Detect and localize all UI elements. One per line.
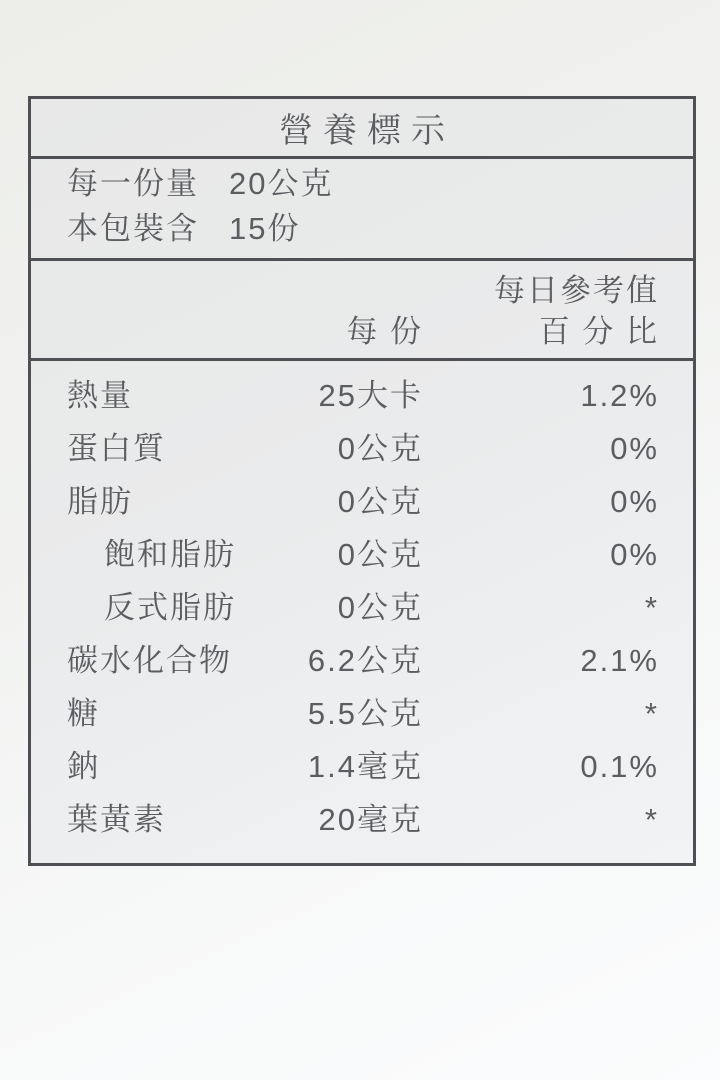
servings-per-package-label: 本包裝含 [67, 211, 199, 246]
nutrient-daily-value: 2.1% [580, 643, 659, 678]
per-serving-header: 每 份 [346, 314, 423, 349]
column-header-row [31, 311, 693, 352]
nutrient-amount: 0公克 [337, 484, 423, 519]
nutrient-name-amount-cell [31, 740, 423, 793]
nutrient-rows-section [31, 361, 693, 854]
nutrient-daily-value: 1.2% [580, 378, 659, 413]
nutrient-name: 碳水化合物 [67, 643, 232, 678]
nutrient-amount: 25大卡 [318, 378, 423, 413]
serving-size-label: 每一份量 [67, 166, 199, 201]
nutrient-name: 反式脂肪 [104, 590, 236, 625]
nutrition-facts-panel [28, 96, 696, 866]
nutrient-name-amount-cell [31, 528, 423, 581]
panel-title: 營養標示 [279, 112, 455, 150]
nutrient-name-amount-cell [31, 793, 423, 846]
nutrient-daily-value: 0% [610, 484, 659, 519]
nutrient-name-amount-cell [31, 687, 423, 740]
daily-value-header-line2: 百 分 比 [538, 314, 659, 349]
nutrient-row [31, 528, 693, 581]
nutrient-name-amount-cell [31, 475, 423, 528]
nutrient-row [31, 581, 693, 634]
serving-info-section [31, 159, 693, 261]
nutrient-name-amount-cell [31, 369, 423, 422]
nutrient-daily-value: 0.1% [580, 749, 659, 784]
servings-per-package-line [31, 206, 693, 251]
nutrient-name: 飽和脂肪 [104, 537, 236, 572]
daily-value-header-line1: 每日參考值 [494, 273, 659, 308]
servings-per-package-value: 15份 [229, 211, 301, 246]
serving-size-value: 20公克 [229, 166, 334, 201]
nutrient-name: 熱量 [67, 378, 133, 413]
nutrient-name: 糖 [67, 696, 100, 731]
nutrient-name-amount-cell [31, 634, 423, 687]
nutrient-row [31, 634, 693, 687]
nutrient-name: 脂肪 [67, 484, 133, 519]
nutrient-row [31, 475, 693, 528]
nutrient-daily-value: * [644, 802, 659, 837]
nutrient-daily-value: * [644, 590, 659, 625]
nutrient-amount: 5.5公克 [307, 696, 423, 731]
nutrient-name: 葉黃素 [67, 802, 166, 837]
nutrient-amount: 20毫克 [318, 802, 423, 837]
nutrient-row [31, 369, 693, 422]
nutrient-name-amount-cell [31, 581, 423, 634]
nutrient-name: 蛋白質 [67, 431, 166, 466]
nutrient-name: 鈉 [67, 749, 100, 784]
serving-size-line [31, 161, 693, 206]
nutrient-daily-value: * [644, 696, 659, 731]
column-header-section [31, 261, 693, 361]
nutrient-row [31, 687, 693, 740]
nutrient-amount: 1.4毫克 [307, 749, 423, 784]
nutrient-amount: 0公克 [337, 590, 423, 625]
nutrient-row [31, 793, 693, 846]
nutrient-amount: 6.2公克 [307, 643, 423, 678]
nutrient-amount: 0公克 [337, 431, 423, 466]
nutrient-amount: 0公克 [337, 537, 423, 572]
nutrient-row [31, 740, 693, 793]
title-section [31, 99, 693, 159]
nutrient-name-amount-cell [31, 422, 423, 475]
nutrient-row [31, 422, 693, 475]
nutrient-daily-value: 0% [610, 537, 659, 572]
nutrient-daily-value: 0% [610, 431, 659, 466]
